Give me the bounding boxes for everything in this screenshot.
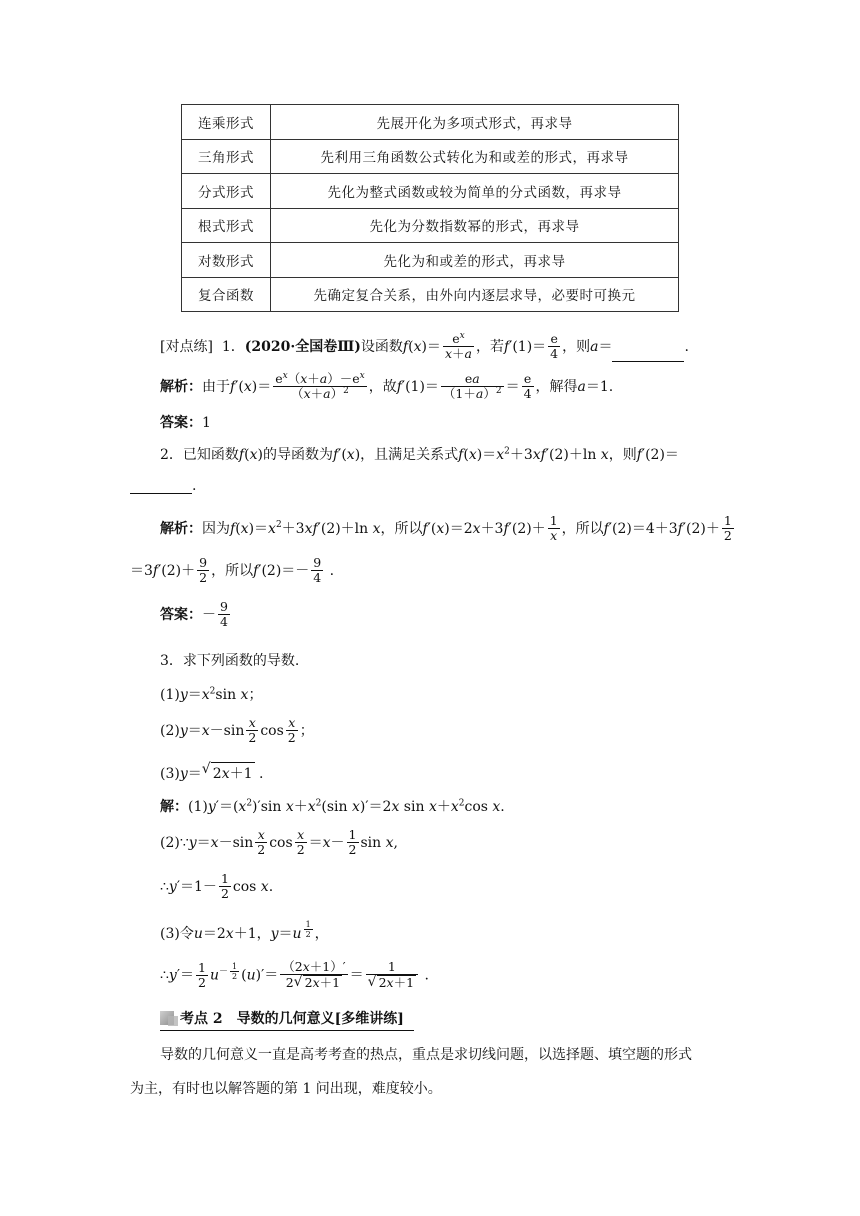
square-root: √ 2x＋1 (293, 974, 341, 991)
fraction: $\frac{x}{2}$ (257, 827, 266, 858)
fraction: $\frac{9}{2}$ (199, 555, 208, 586)
table-row (182, 105, 679, 140)
fraction: 1 2 (305, 920, 311, 940)
section-marker-icon (168, 1016, 178, 1026)
table-row (182, 139, 679, 174)
table-row (182, 277, 679, 312)
problem-3-q1: $(1)y=x^2\sin$ x； (160, 686, 263, 703)
fraction: $\frac{e}{4}$ (550, 331, 559, 362)
section-desc-line-1: 导数的几何意义一直是高考考查的热点，重点是求切线问题，以选择题、填空题的形式 (160, 1047, 692, 1063)
problem-2: 2．已知函数f(x)的导函数为f′(x)，且满足关系式$f(x)=x^2+3xf'(2)+\ln$ x，则f′(2)＝ (160, 446, 679, 463)
table-row (182, 208, 679, 243)
form-type-cell: 对数形式 (182, 243, 271, 278)
fraction: $\frac{9}{4}$ (220, 599, 228, 630)
section-title: 考点 2 导数的几何意义[多维讲练] (180, 1011, 404, 1027)
square-root: √ 2x＋1 (367, 974, 415, 991)
fraction: $\frac{1}{2}$ (723, 513, 732, 544)
method-cell: 先确定复合关系，由外向内逐层求导，必要时可换元 (271, 277, 679, 312)
fraction: （2x＋1）′ 2 √ 2x＋1 (282, 959, 346, 991)
fraction: $\frac{1}{2}$ (198, 959, 206, 990)
problem-3-q2: (2)y＝x－sin $\frac{x}{2}$ cos $\frac{x}{2}$ ； (160, 715, 314, 746)
practice-tag: [对点练] (160, 338, 213, 355)
problem-source: (2020·全国卷Ⅲ) (244, 338, 361, 355)
fraction: $\frac{1}{2}$ (220, 871, 229, 902)
form-type-cell: 连乘形式 (182, 105, 271, 140)
method-cell: 先化为整式函数或较为简单的分式函数，再求导 (271, 174, 679, 209)
form-type-cell: 根式形式 (182, 208, 271, 243)
problem-3-q3: (3)y＝ √ 2x＋1 . (160, 761, 264, 782)
form-type-cell: 复合函数 (182, 277, 271, 312)
fraction: $\frac{e^x(x+a)-e^x}{(x+a)^2}$ (275, 370, 365, 402)
fraction: $\frac{x}{2}$ (287, 715, 296, 746)
problem-2-answer: 答案：－ $\frac{9}{4}$ (160, 599, 228, 630)
fraction: $\frac{x}{2}$ (296, 827, 305, 858)
fraction: $\frac{ea}{(1+a)^2}$ (442, 371, 502, 402)
answer-blank (130, 493, 192, 494)
fraction: $\frac{e}{4}$ (523, 371, 532, 402)
answer-blank (612, 361, 684, 362)
table-row (182, 243, 679, 278)
problem-2-solution-cont: ＝3f′(2)＋ $\frac{9}{2}$ ，所以f′(2)＝－ $\frac{9}{4}$ . (130, 555, 335, 586)
table-row (182, 174, 679, 209)
problem-1-answer: 答案：1 (160, 415, 211, 431)
problem-3-solution-2: (2)∵y＝x－sin $\frac{x}{2}$ cos $\frac{x}{2}$ ＝x－ $\frac{1}{2}$ sin x, (160, 827, 398, 858)
fraction: $\frac{9}{4}$ (313, 555, 322, 586)
method-cell: 先利用三角函数公式转化为和或差的形式，再求导 (271, 139, 679, 174)
section-desc-line-2: 为主，有时也以解答题的第 1 问出现，难度较小。 (130, 1081, 442, 1097)
problem-2-solution: 解析：因为$f(x)=x^2+3xf'(2)+\ln$ x，所以f′(x)＝2x＋3f′(2)＋ $\frac{1}{x}$ ，所以f′(2)＝4＋3f′(2)＋ $\frac{1}{2}$ (160, 513, 732, 544)
method-cell: 先展开化为多项式形式，再求导 (271, 105, 679, 140)
problem-1: [对点练] 1．(2020·全国卷Ⅲ)设函数f(x)＝ $\frac{e^x}{x+a}$ ，若f′(1)＝ $\frac{e}{4}$ ，则a＝ . (160, 330, 689, 362)
form-type-cell: 三角形式 (182, 139, 271, 174)
fraction: $\frac{1}{2}$ (232, 961, 238, 981)
problem-3-solution-2b: ∴y′＝1－ $\frac{1}{2}$ cos x. (160, 871, 274, 902)
problem-3-solution-1: 解：$(1)y'=(x^2)'\sin$ $x+x^2(\sin$ x)′＝2x $\sin x+x^2\cos$ x. (160, 798, 505, 815)
derivative-methods-table (181, 104, 679, 312)
fraction: $\frac{1}{2}$ (348, 827, 357, 858)
form-type-cell: 分式形式 (182, 174, 271, 209)
method-cell: 先化为和或差的形式，再求导 (271, 243, 679, 278)
fraction: 1 √ 2x＋1 (366, 960, 418, 991)
method-cell: 先化为分数指数幂的形式，再求导 (271, 208, 679, 243)
problem-3-solution-3: (3)令u＝2x＋1，y＝u $^{\frac{1}{2}}$ ， (160, 920, 329, 942)
fraction: $\frac{x}{2}$ (248, 715, 257, 746)
problem-1-solution: 解析：由于f′(x)＝ $\frac{e^x(x+a)-e^x}{(x+a)^2}$ ，故f′(1)＝ $\frac{ea}{(1+a)^2}$ ＝ $\frac{e}{4}$ ，解得a＝1. (160, 370, 614, 402)
fraction: $\frac{e^x}{x+a}$ (444, 330, 472, 362)
section-heading (160, 1008, 414, 1030)
problem-3-intro: 3．求下列函数的导数. (160, 653, 300, 669)
problem-2-blank-line: . (130, 478, 196, 494)
fraction: $\frac{1}{x}$ (549, 513, 558, 544)
square-root: √ 2x＋1 (201, 761, 253, 782)
problem-3-solution-3b: ∴y′＝ $\frac{1}{2}$ $u^{- \frac{1}{2}}$ (u)′＝ （2x＋1）′ 2 √ 2x＋1 ＝ 1 √ 2x＋1 . (160, 959, 429, 991)
